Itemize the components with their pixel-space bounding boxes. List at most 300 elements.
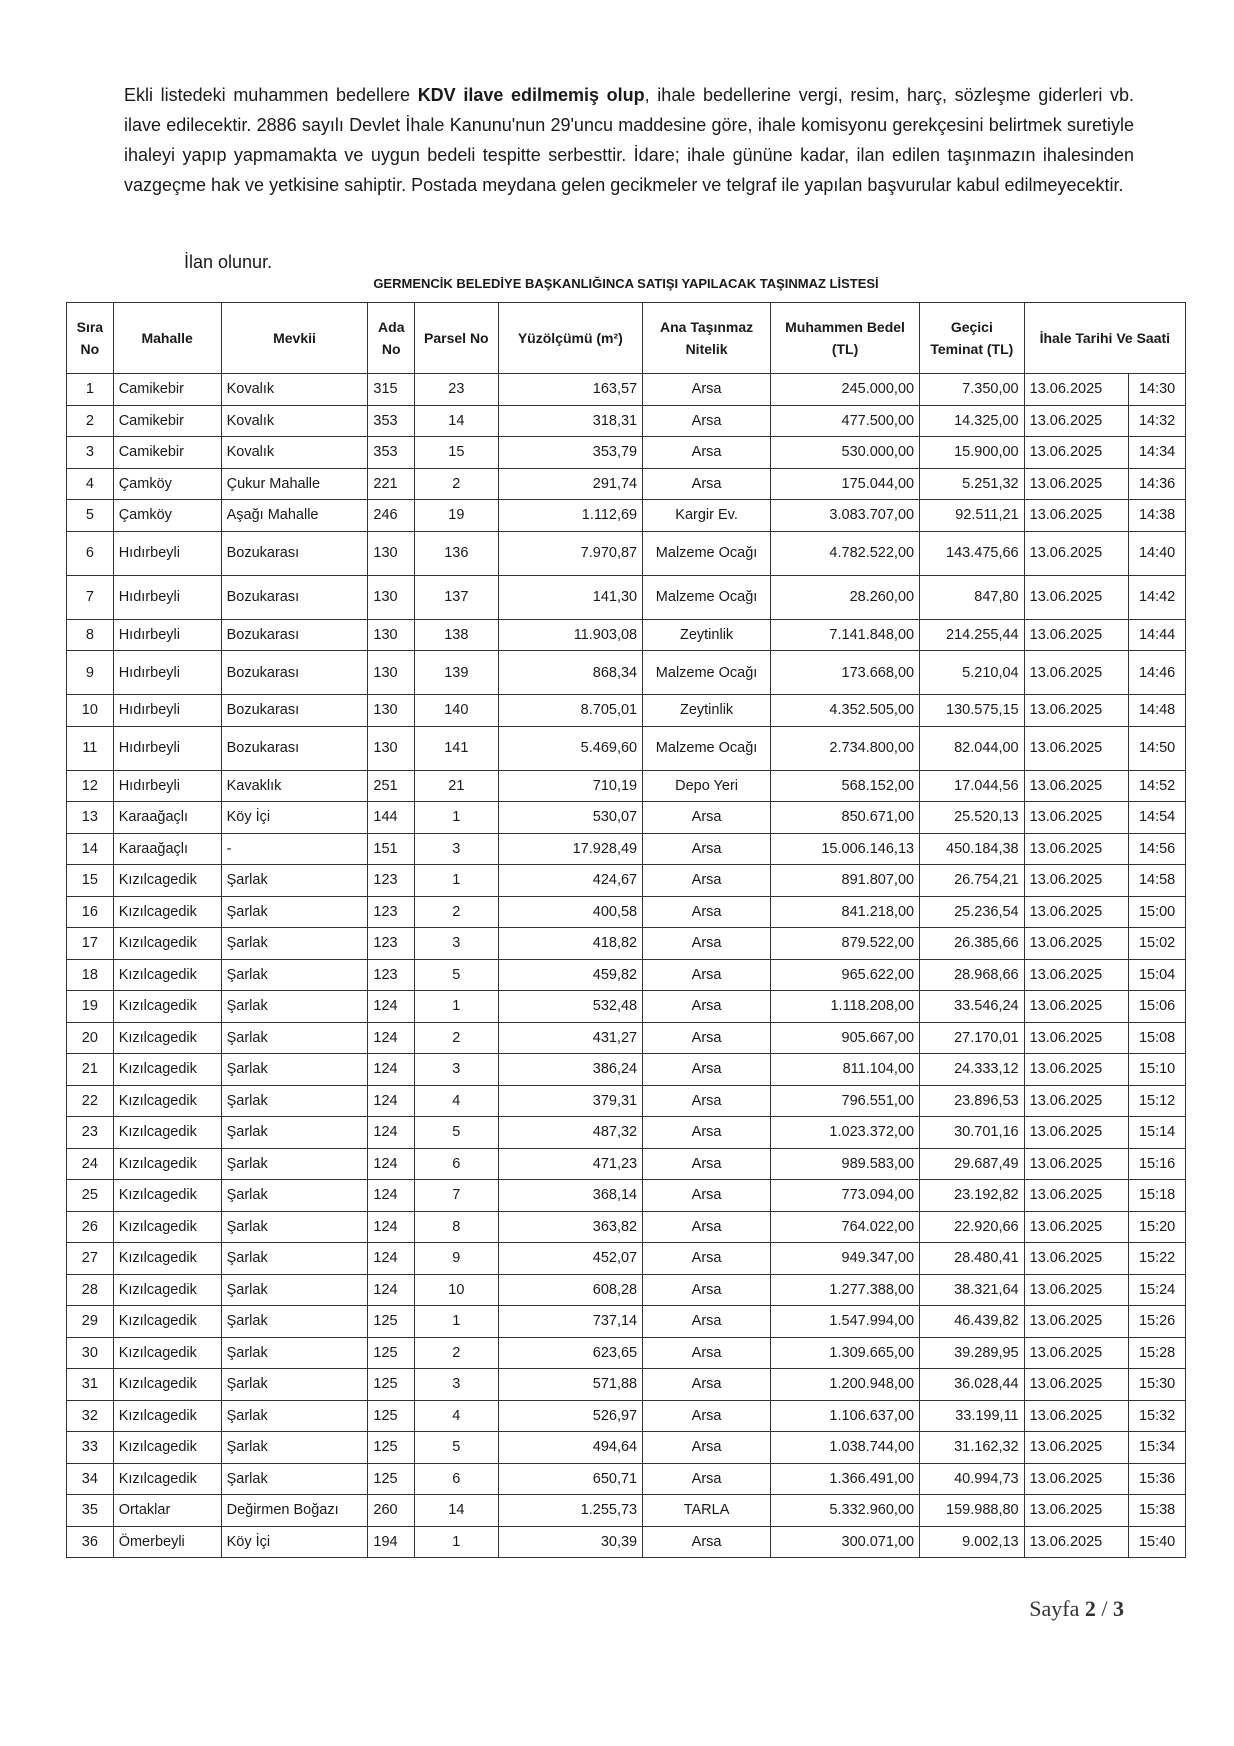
cell-saat: 15:22 [1129, 1243, 1186, 1275]
cell-ada: 124 [368, 1243, 415, 1275]
cell-tarih: 13.06.2025 [1024, 1306, 1129, 1338]
cell-parsel: 15 [415, 437, 498, 469]
cell-saat: 14:48 [1129, 695, 1186, 727]
cell-mevkii: Değirmen Boğazı [221, 1495, 368, 1527]
cell-tarih: 13.06.2025 [1024, 1085, 1129, 1117]
cell-alan: 30,39 [498, 1526, 643, 1558]
cell-no: 7 [67, 575, 114, 619]
table-row [67, 405, 1186, 437]
cell-ada: 124 [368, 1117, 415, 1149]
page-number [1029, 1596, 1124, 1622]
cell-mahalle: Camikebir [113, 374, 221, 406]
cell-nitelik: Depo Yeri [643, 770, 771, 802]
table-row [67, 374, 1186, 406]
table-title: GERMENCİK BELEDİYE BAŞKANLIĞINCA SATIŞI YAPILACAK TAŞINMAZ LİSTESİ [373, 276, 879, 291]
cell-mahalle: Kızılcagedik [113, 865, 221, 897]
cell-ada: 125 [368, 1369, 415, 1401]
cell-teminat: 15.900,00 [920, 437, 1025, 469]
cell-teminat: 14.325,00 [920, 405, 1025, 437]
cell-no: 8 [67, 619, 114, 651]
cell-alan: 431,27 [498, 1022, 643, 1054]
cell-mahalle: Kızılcagedik [113, 1432, 221, 1464]
cell-tarih: 13.06.2025 [1024, 1495, 1129, 1527]
cell-teminat: 24.333,12 [920, 1054, 1025, 1086]
page-total: 3 [1113, 1596, 1124, 1621]
cell-alan: 710,19 [498, 770, 643, 802]
cell-alan: 452,07 [498, 1243, 643, 1275]
cell-saat: 15:04 [1129, 959, 1186, 991]
cell-bedel: 764.022,00 [771, 1211, 920, 1243]
table-row [67, 531, 1186, 575]
cell-bedel: 477.500,00 [771, 405, 920, 437]
cell-saat: 15:36 [1129, 1463, 1186, 1495]
cell-parsel: 14 [415, 1495, 498, 1527]
cell-bedel: 879.522,00 [771, 928, 920, 960]
cell-mevkii: Şarlak [221, 896, 368, 928]
cell-nitelik: Arsa [643, 1369, 771, 1401]
cell-alan: 650,71 [498, 1463, 643, 1495]
table-row [67, 896, 1186, 928]
cell-mevkii: Kovalık [221, 405, 368, 437]
cell-ada: 124 [368, 1022, 415, 1054]
cell-no: 11 [67, 726, 114, 770]
cell-tarih: 13.06.2025 [1024, 1400, 1129, 1432]
cell-ada: 124 [368, 1211, 415, 1243]
cell-ada: 353 [368, 437, 415, 469]
cell-nitelik: Arsa [643, 1526, 771, 1558]
table-row [67, 833, 1186, 865]
cell-bedel: 7.141.848,00 [771, 619, 920, 651]
table-row [67, 575, 1186, 619]
intro-text-2: , ihale bedellerine vergi, resim, harç, sözleşme giderleri vb. ilave edilecektir. 2886 sayılı Devlet İhale Kanunu'nun 29'uncu maddesine göre, ihale komisyonu gerekçesini belirtmek suretiyle ihaleyi yapıp yapmamakta ve uygun bedeli tespitte serbesttir. İdare; ihale gününe kadar, ilan edilen taşınmazın ihalesinden vazgeçme hak ve yetkisine sahiptir. Postada meydana gelen gecikmeler ve telgraf ile yapılan başvurular kabul edilmeyecektir. [124, 85, 1134, 195]
cell-no: 4 [67, 468, 114, 500]
cell-saat: 14:40 [1129, 531, 1186, 575]
table-row [67, 1180, 1186, 1212]
cell-mevkii: Bozukarası [221, 695, 368, 727]
cell-tarih: 13.06.2025 [1024, 1337, 1129, 1369]
cell-parsel: 1 [415, 991, 498, 1023]
cell-teminat: 38.321,64 [920, 1274, 1025, 1306]
cell-tarih: 13.06.2025 [1024, 865, 1129, 897]
cell-parsel: 4 [415, 1400, 498, 1432]
cell-saat: 14:54 [1129, 802, 1186, 834]
cell-ada: 151 [368, 833, 415, 865]
page-separator: / [1101, 1596, 1108, 1621]
cell-nitelik: Arsa [643, 1054, 771, 1086]
cell-alan: 424,67 [498, 865, 643, 897]
cell-alan: 386,24 [498, 1054, 643, 1086]
cell-mevkii: Şarlak [221, 865, 368, 897]
cell-teminat: 26.385,66 [920, 928, 1025, 960]
cell-nitelik: Arsa [643, 802, 771, 834]
cell-mevkii: Şarlak [221, 1463, 368, 1495]
cell-teminat: 450.184,38 [920, 833, 1025, 865]
cell-mevkii: Köy İçi [221, 1526, 368, 1558]
cell-teminat: 25.520,13 [920, 802, 1025, 834]
cell-mevkii: Şarlak [221, 1211, 368, 1243]
table-row [67, 1211, 1186, 1243]
cell-mahalle: Kızılcagedik [113, 896, 221, 928]
cell-parsel: 3 [415, 1054, 498, 1086]
cell-mevkii: - [221, 833, 368, 865]
cell-teminat: 143.475,66 [920, 531, 1025, 575]
cell-parsel: 2 [415, 468, 498, 500]
cell-teminat: 31.162,32 [920, 1432, 1025, 1464]
cell-teminat: 9.002,13 [920, 1526, 1025, 1558]
cell-no: 6 [67, 531, 114, 575]
cell-mevkii: Kovalık [221, 437, 368, 469]
cell-no: 3 [67, 437, 114, 469]
cell-no: 36 [67, 1526, 114, 1558]
table-row [67, 695, 1186, 727]
cell-mevkii: Kavaklık [221, 770, 368, 802]
cell-bedel: 850.671,00 [771, 802, 920, 834]
cell-saat: 14:56 [1129, 833, 1186, 865]
cell-parsel: 9 [415, 1243, 498, 1275]
cell-mahalle: Kızılcagedik [113, 1306, 221, 1338]
cell-bedel: 891.807,00 [771, 865, 920, 897]
cell-parsel: 140 [415, 695, 498, 727]
cell-ada: 124 [368, 991, 415, 1023]
cell-mevkii: Bozukarası [221, 726, 368, 770]
cell-ada: 125 [368, 1463, 415, 1495]
cell-mevkii: Şarlak [221, 1337, 368, 1369]
cell-ada: 124 [368, 1148, 415, 1180]
cell-mahalle: Kızılcagedik [113, 928, 221, 960]
cell-alan: 141,30 [498, 575, 643, 619]
cell-parsel: 136 [415, 531, 498, 575]
cell-ada: 130 [368, 695, 415, 727]
cell-mevkii: Bozukarası [221, 531, 368, 575]
cell-alan: 532,48 [498, 991, 643, 1023]
cell-alan: 5.469,60 [498, 726, 643, 770]
cell-saat: 14:30 [1129, 374, 1186, 406]
cell-bedel: 773.094,00 [771, 1180, 920, 1212]
cell-bedel: 796.551,00 [771, 1085, 920, 1117]
cell-teminat: 33.199,11 [920, 1400, 1025, 1432]
cell-mevkii: Şarlak [221, 1432, 368, 1464]
cell-ada: 124 [368, 1054, 415, 1086]
cell-mahalle: Hıdırbeyli [113, 575, 221, 619]
cell-nitelik: Arsa [643, 1432, 771, 1464]
cell-teminat: 22.920,66 [920, 1211, 1025, 1243]
cell-parsel: 5 [415, 959, 498, 991]
cell-parsel: 1 [415, 1526, 498, 1558]
cell-saat: 15:20 [1129, 1211, 1186, 1243]
cell-nitelik: Malzeme Ocağı [643, 726, 771, 770]
cell-no: 35 [67, 1495, 114, 1527]
cell-ada: 123 [368, 865, 415, 897]
cell-ada: 260 [368, 1495, 415, 1527]
cell-teminat: 7.350,00 [920, 374, 1025, 406]
cell-mevkii: Şarlak [221, 1306, 368, 1338]
cell-bedel: 965.622,00 [771, 959, 920, 991]
cell-mevkii: Şarlak [221, 1369, 368, 1401]
table-row [67, 865, 1186, 897]
cell-ada: 353 [368, 405, 415, 437]
cell-tarih: 13.06.2025 [1024, 896, 1129, 928]
cell-bedel: 173.668,00 [771, 651, 920, 695]
cell-mahalle: Camikebir [113, 405, 221, 437]
cell-no: 14 [67, 833, 114, 865]
cell-mahalle: Hıdırbeyli [113, 619, 221, 651]
cell-nitelik: Arsa [643, 865, 771, 897]
table-header-row [67, 303, 1186, 374]
cell-no: 28 [67, 1274, 114, 1306]
cell-no: 25 [67, 1180, 114, 1212]
cell-alan: 8.705,01 [498, 695, 643, 727]
table-row [67, 1022, 1186, 1054]
cell-bedel: 1.038.744,00 [771, 1432, 920, 1464]
header-mahalle: Mahalle [113, 303, 221, 374]
cell-bedel: 1.547.994,00 [771, 1306, 920, 1338]
cell-nitelik: Arsa [643, 928, 771, 960]
cell-teminat: 25.236,54 [920, 896, 1025, 928]
cell-tarih: 13.06.2025 [1024, 500, 1129, 532]
cell-alan: 530,07 [498, 802, 643, 834]
table-row [67, 1337, 1186, 1369]
cell-alan: 363,82 [498, 1211, 643, 1243]
cell-saat: 15:06 [1129, 991, 1186, 1023]
cell-no: 34 [67, 1463, 114, 1495]
cell-parsel: 2 [415, 1337, 498, 1369]
cell-teminat: 847,80 [920, 575, 1025, 619]
cell-no: 15 [67, 865, 114, 897]
header-sira: Sıra No [67, 303, 114, 374]
cell-alan: 459,82 [498, 959, 643, 991]
table-row [67, 1243, 1186, 1275]
cell-ada: 246 [368, 500, 415, 532]
cell-mahalle: Kızılcagedik [113, 1369, 221, 1401]
cell-bedel: 949.347,00 [771, 1243, 920, 1275]
cell-no: 29 [67, 1306, 114, 1338]
table-row [67, 959, 1186, 991]
table-row [67, 1495, 1186, 1527]
cell-bedel: 5.332.960,00 [771, 1495, 920, 1527]
cell-parsel: 8 [415, 1211, 498, 1243]
cell-mahalle: Kızılcagedik [113, 991, 221, 1023]
cell-tarih: 13.06.2025 [1024, 726, 1129, 770]
cell-tarih: 13.06.2025 [1024, 619, 1129, 651]
cell-saat: 15:08 [1129, 1022, 1186, 1054]
header-gecici-teminat: Geçici Teminat (TL) [920, 303, 1025, 374]
cell-saat: 14:44 [1129, 619, 1186, 651]
cell-nitelik: Arsa [643, 1180, 771, 1212]
cell-parsel: 3 [415, 833, 498, 865]
cell-alan: 471,23 [498, 1148, 643, 1180]
cell-nitelik: Arsa [643, 991, 771, 1023]
cell-no: 30 [67, 1337, 114, 1369]
cell-bedel: 3.083.707,00 [771, 500, 920, 532]
cell-nitelik: Arsa [643, 833, 771, 865]
cell-bedel: 245.000,00 [771, 374, 920, 406]
cell-bedel: 1.118.208,00 [771, 991, 920, 1023]
cell-nitelik: Malzeme Ocağı [643, 531, 771, 575]
cell-parsel: 141 [415, 726, 498, 770]
cell-nitelik: Arsa [643, 405, 771, 437]
cell-bedel: 300.071,00 [771, 1526, 920, 1558]
cell-nitelik: Arsa [643, 1148, 771, 1180]
table-row [67, 991, 1186, 1023]
cell-mevkii: Şarlak [221, 1148, 368, 1180]
table-row [67, 1117, 1186, 1149]
table-row [67, 770, 1186, 802]
cell-bedel: 530.000,00 [771, 437, 920, 469]
cell-teminat: 28.480,41 [920, 1243, 1025, 1275]
cell-tarih: 13.06.2025 [1024, 1211, 1129, 1243]
cell-mahalle: Kızılcagedik [113, 1400, 221, 1432]
cell-ada: 124 [368, 1274, 415, 1306]
cell-saat: 14:46 [1129, 651, 1186, 695]
cell-tarih: 13.06.2025 [1024, 770, 1129, 802]
cell-mahalle: Camikebir [113, 437, 221, 469]
cell-mevkii: Çukur Mahalle [221, 468, 368, 500]
cell-ada: 130 [368, 619, 415, 651]
cell-saat: 14:32 [1129, 405, 1186, 437]
cell-saat: 15:24 [1129, 1274, 1186, 1306]
cell-mahalle: Karaağaçlı [113, 833, 221, 865]
cell-alan: 368,14 [498, 1180, 643, 1212]
cell-bedel: 989.583,00 [771, 1148, 920, 1180]
cell-bedel: 1.023.372,00 [771, 1117, 920, 1149]
cell-tarih: 13.06.2025 [1024, 531, 1129, 575]
page-label: Sayfa [1029, 1596, 1080, 1621]
cell-saat: 14:38 [1129, 500, 1186, 532]
cell-parsel: 14 [415, 405, 498, 437]
cell-no: 10 [67, 695, 114, 727]
cell-parsel: 138 [415, 619, 498, 651]
cell-mahalle: Kızılcagedik [113, 1180, 221, 1212]
cell-mevkii: Şarlak [221, 1054, 368, 1086]
cell-tarih: 13.06.2025 [1024, 1180, 1129, 1212]
cell-saat: 15:26 [1129, 1306, 1186, 1338]
cell-ada: 123 [368, 959, 415, 991]
cell-nitelik: Arsa [643, 437, 771, 469]
cell-alan: 1.255,73 [498, 1495, 643, 1527]
cell-teminat: 214.255,44 [920, 619, 1025, 651]
cell-saat: 15:00 [1129, 896, 1186, 928]
cell-parsel: 6 [415, 1463, 498, 1495]
cell-nitelik: Arsa [643, 374, 771, 406]
cell-mevkii: Şarlak [221, 991, 368, 1023]
cell-bedel: 4.782.522,00 [771, 531, 920, 575]
cell-mevkii: Şarlak [221, 1180, 368, 1212]
cell-saat: 15:32 [1129, 1400, 1186, 1432]
cell-tarih: 13.06.2025 [1024, 1243, 1129, 1275]
cell-mevkii: Şarlak [221, 959, 368, 991]
header-yuzolcumu: Yüzölçümü (m²) [498, 303, 643, 374]
cell-parsel: 2 [415, 896, 498, 928]
cell-saat: 15:30 [1129, 1369, 1186, 1401]
cell-mevkii: Aşağı Mahalle [221, 500, 368, 532]
cell-alan: 163,57 [498, 374, 643, 406]
cell-teminat: 17.044,56 [920, 770, 1025, 802]
cell-no: 12 [67, 770, 114, 802]
cell-alan: 400,58 [498, 896, 643, 928]
cell-nitelik: Arsa [643, 1117, 771, 1149]
cell-mevkii: Bozukarası [221, 619, 368, 651]
cell-tarih: 13.06.2025 [1024, 1463, 1129, 1495]
cell-tarih: 13.06.2025 [1024, 651, 1129, 695]
header-ihale-tarihi: İhale Tarihi Ve Saati [1024, 303, 1185, 374]
cell-mahalle: Kızılcagedik [113, 1337, 221, 1369]
cell-bedel: 175.044,00 [771, 468, 920, 500]
cell-teminat: 26.754,21 [920, 865, 1025, 897]
cell-no: 32 [67, 1400, 114, 1432]
table-row [67, 1306, 1186, 1338]
cell-tarih: 13.06.2025 [1024, 575, 1129, 619]
cell-teminat: 33.546,24 [920, 991, 1025, 1023]
cell-ada: 315 [368, 374, 415, 406]
cell-alan: 318,31 [498, 405, 643, 437]
cell-bedel: 4.352.505,00 [771, 695, 920, 727]
cell-mevkii: Bozukarası [221, 651, 368, 695]
cell-no: 23 [67, 1117, 114, 1149]
cell-mevkii: Bozukarası [221, 575, 368, 619]
cell-tarih: 13.06.2025 [1024, 1117, 1129, 1149]
cell-teminat: 5.210,04 [920, 651, 1025, 695]
cell-nitelik: Arsa [643, 1274, 771, 1306]
cell-saat: 14:58 [1129, 865, 1186, 897]
cell-teminat: 92.511,21 [920, 500, 1025, 532]
cell-no: 18 [67, 959, 114, 991]
cell-saat: 15:02 [1129, 928, 1186, 960]
cell-mahalle: Hıdırbeyli [113, 770, 221, 802]
cell-no: 27 [67, 1243, 114, 1275]
cell-alan: 291,74 [498, 468, 643, 500]
table-row [67, 1432, 1186, 1464]
cell-mahalle: Kızılcagedik [113, 1085, 221, 1117]
cell-nitelik: Arsa [643, 896, 771, 928]
cell-alan: 418,82 [498, 928, 643, 960]
cell-parsel: 3 [415, 1369, 498, 1401]
cell-mahalle: Çamköy [113, 468, 221, 500]
cell-bedel: 28.260,00 [771, 575, 920, 619]
cell-teminat: 27.170,01 [920, 1022, 1025, 1054]
cell-alan: 526,97 [498, 1400, 643, 1432]
cell-saat: 15:28 [1129, 1337, 1186, 1369]
cell-no: 5 [67, 500, 114, 532]
cell-nitelik: Arsa [643, 1400, 771, 1432]
cell-alan: 608,28 [498, 1274, 643, 1306]
table-row [67, 651, 1186, 695]
cell-mahalle: Karaağaçlı [113, 802, 221, 834]
cell-teminat: 130.575,15 [920, 695, 1025, 727]
cell-no: 16 [67, 896, 114, 928]
cell-tarih: 13.06.2025 [1024, 991, 1129, 1023]
cell-mahalle: Hıdırbeyli [113, 726, 221, 770]
table-row [67, 1148, 1186, 1180]
cell-bedel: 905.667,00 [771, 1022, 920, 1054]
cell-bedel: 1.200.948,00 [771, 1369, 920, 1401]
cell-mahalle: Çamköy [113, 500, 221, 532]
cell-parsel: 1 [415, 865, 498, 897]
cell-tarih: 13.06.2025 [1024, 1526, 1129, 1558]
cell-saat: 15:14 [1129, 1117, 1186, 1149]
cell-tarih: 13.06.2025 [1024, 833, 1129, 865]
cell-parsel: 137 [415, 575, 498, 619]
cell-bedel: 841.218,00 [771, 896, 920, 928]
cell-parsel: 7 [415, 1180, 498, 1212]
cell-mahalle: Ortaklar [113, 1495, 221, 1527]
cell-nitelik: Arsa [643, 1306, 771, 1338]
cell-no: 19 [67, 991, 114, 1023]
cell-ada: 251 [368, 770, 415, 802]
cell-teminat: 23.192,82 [920, 1180, 1025, 1212]
cell-nitelik: Malzeme Ocağı [643, 575, 771, 619]
cell-teminat: 82.044,00 [920, 726, 1025, 770]
cell-ada: 123 [368, 896, 415, 928]
